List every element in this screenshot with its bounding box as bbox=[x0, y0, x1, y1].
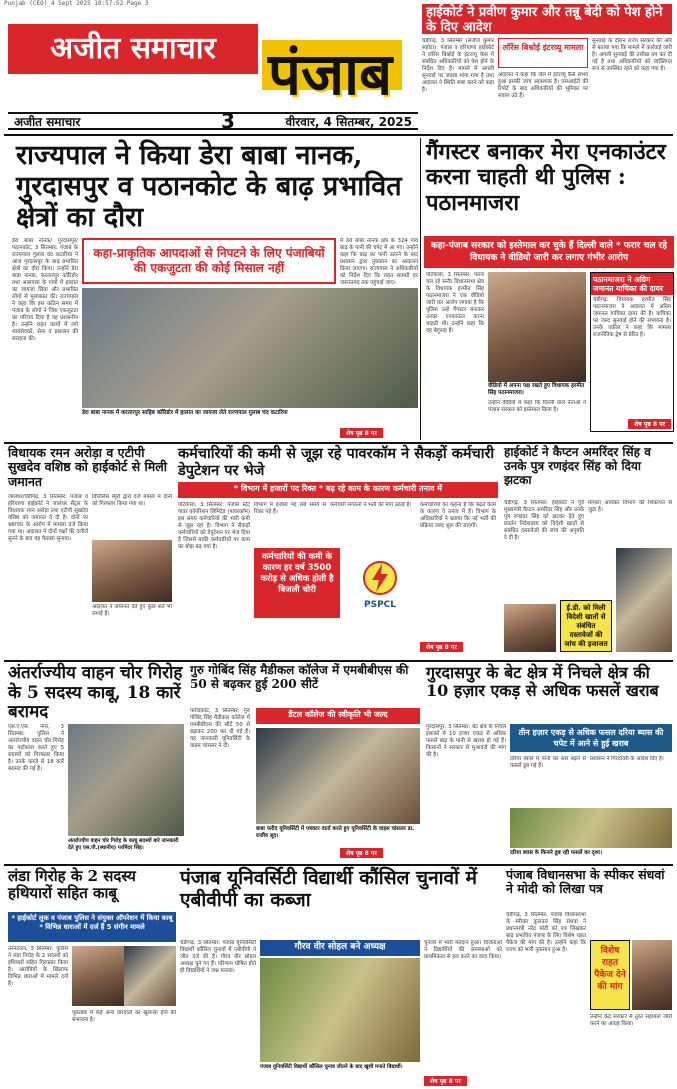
landa-headline: लंडा गिरोह के 2 सदस्य हथियारों सहित काबू bbox=[8, 867, 136, 903]
gangster-col-2: उन्होंने वीडियो में कहा कि दिल्ली वाले नेताओं ने पंजाब सरकार को इस्तेमाल किया है। bbox=[488, 400, 586, 413]
masthead-bar bbox=[8, 109, 418, 133]
flood-caption: दरिया ब्यास के किनारे डूब रही फसलें का दृश्य। bbox=[510, 850, 602, 856]
pu-col-3: चुनावों में भारी मतदान हुआ। विजेताओं ने विद्यार्थियों की समस्याओं को प्राथमिकता से हल करने का वादा किया। bbox=[424, 940, 502, 960]
pu-headline: पंजाब यूनिवर्सिटी विद्यार्थी कौंसिल चुनावों में एबीवीपी का कब्जा bbox=[180, 867, 478, 911]
masthead-brand bbox=[8, 24, 258, 74]
vehicle-caption: अंतर्राज्यीय वाहन चोर गिरोह के काबू सदस्यों बारे जानकारी देते हुए एस.पी.(स्थानीय) परमिंदर सिंह। bbox=[68, 838, 179, 851]
print-info-line: Punjab (CEO) 4 Sept 2025 10:57:52 Page 3 bbox=[4, 0, 149, 7]
pu-col-1: चंडीगढ़, 3 सितम्बर: पंजाब यूनिवर्सिटी विद्यार्थी कौंसिल चुनावों में एबीवीपी ने जीत दर्ज की है। गौरव वीर सोहल अध्यक्ष चुने गए हैं। परिणाम घोषित होते ही विद्यार्थियों ने जश्न मनाया। bbox=[180, 940, 256, 974]
bail-col-2: विजिलेंस ब्यूरो द्वारा दर्ज मामले में दोनों को गिरफ्तार किया गया था। bbox=[92, 494, 172, 507]
speaker-col-1: चंडीगढ़, 3 सितम्बर: पंजाब विधानसभा के स्पीकर कुलतार सिंह संधवां ने प्रधानमंत्री नरेंद्र मोदी को पत्र लिखकर बाढ़ प्रभावित पंजाब के लिए विशेष राहत पैकेज की मांग की है। उन्होंने कहा कि राज्य को भारी नुकसान हुआ है। bbox=[506, 912, 586, 953]
captain-col-2: मामला आयकर विभाग की शिकायत से जुड़ा है। bbox=[588, 500, 672, 513]
powercom-more[interactable]: शेष पृष्ठ 8 पर bbox=[420, 642, 463, 652]
vehicle-headline: अंतर्राज्यीय वाहन चोर गिरोह के 5 सदस्य काबू, 18 कारें बरामद bbox=[8, 663, 183, 723]
main-col-1: डेरा बाबा नानक/ गुरदासपुर/ पठानकोट, 3 सितम्बर: पंजाब के राज्यपाल गुलाब चंद कटारिया ने आज गुरदासपुर के बाढ़ प्रभावित क्षेत्रों का दौरा किया। उन्होंने डेरा बाबा नानक, करतारपुर कॉरिडोर तथा आसपास के गांवों में हालात का जायजा लिया और प्रभावित लोगों से मुलाकात की। राज्यपाल ने कहा कि इस कठिन समय में पंजाब के लोगों ने जिस एकजुटता का परिचय दिया है वह प्रशंसनीय है। उन्होंने राहत कार्यों में लगे स्वयंसेवकों, सेना व प्रशासन की सराहना की। bbox=[12, 238, 78, 342]
speaker-box: विशेष राहत पैकेज देने की मांग bbox=[590, 940, 630, 1010]
mbbs-headline: गुरु गोबिंद सिंह मैडीकल कॉलेज में एमबीबीएस की 50 से बढ़कर हुई 200 सीटें bbox=[190, 663, 409, 691]
powercom-col-4: कर्मचारियों का कहना है कि बढ़ते काम के कारण वे तनाव में हैं। विभाग के अधिकारियों ने बताया कि नई भर्ती की प्रक्रिया जल्द शुरू की जाएगी। bbox=[420, 502, 496, 529]
gangster-caption: वीडियो में अपना पक्ष रखते हुए विधायक हरमीत सिंह पठानमाजरा। bbox=[488, 383, 585, 396]
flood-col-3: प्रशासन ने गिरदावरी के आदेश दिए हैं। bbox=[590, 756, 664, 762]
main-subhead: कहा-प्राकृतिक आपदाओं से निपटने के लिए पंजाबियों की एकजुटता की कोई मिसाल नहीं bbox=[82, 238, 336, 284]
masthead-brand-text: अजीत समाचार bbox=[50, 31, 216, 66]
powercom-box: कर्मचारियों की कमी के कारण हर वर्ष 3500 करोड़ से अधिक होती है बिजली चोरी bbox=[254, 548, 340, 618]
main-caption: डेरा बाबा नानक में करतारपुर साहिब कॉरिडोर में हालात का जायजा लेते राज्यपाल गुलाब चंद कटारिया bbox=[82, 410, 288, 416]
pu-banner: गौरव वीर सोहल बने अध्यक्ष bbox=[260, 940, 420, 956]
mbbs-more[interactable]: शेष पृष्ठ 8 पर bbox=[340, 848, 383, 858]
page-number: 3 bbox=[221, 109, 235, 133]
landa-col-1: तरनतारन, 3 सितम्बर: पुलिस ने लंडा गिरोह के 2 सदस्यों को हथियारों सहित गिरफ्तार किया है। आरोपियों के खिलाफ विभिन्न धाराओं में मामले दर्ज हैं। bbox=[8, 946, 68, 987]
pu-caption: पंजाब यूनिवर्सिटी विद्यार्थी कौंसिल चुनाव जीतने के बाद खुशी मनाते विद्यार्थी। bbox=[260, 1064, 403, 1070]
landa-col-2: पूछताछ में कई अन्य वारदातों का खुलासा होने की संभावना है। bbox=[72, 1010, 176, 1023]
top-right-text-1: चंडीगढ़, 3 सितम्बर (संजीव कुमार सहोटा): पंजाब व हरियाणा हाईकोर्ट ने लॉरेंस बिश्नोई के इंटरव्यू केस में संबंधित अधिकारियों को पेश होने के निर्देश दिए हैं। मामले में अगली सुनवाई पर जवाब मांगा गया है तथा अदालत ने स्थिति स्पष्ट करने को कहा है। bbox=[422, 38, 494, 93]
masthead-title: पंजाब bbox=[268, 40, 393, 108]
vehicle-col-1: एस.ए.एस. नगर, 3 सितम्बर: पुलिस ने अंतर्राज्यीय वाहन चोर गिरोह का पर्दाफाश करते हुए 5 सदस्यों को गिरफ्तार किया है। उनके कब्जे से 18 कारें बरामद की गई हैं। bbox=[8, 724, 64, 772]
bail-photo bbox=[92, 540, 172, 602]
bail-headline: विधायक रमन अरोड़ा व एटीपी सुखदेव वशिष्ठ को हाईकोर्ट से मिली जमानत bbox=[8, 445, 167, 489]
captain-photo bbox=[616, 548, 672, 652]
captain-col-1: चंडीगढ़, 3 सितम्बर: हाईकोर्ट ने पूर्व मुख्यमंत्री कैप्टन अमरिंदर सिंह और उनके पुत्र रणइंदर सिंह को झटका देते हुए प्रवर्तन निदेशालय को विदेशी खातों से संबंधित दस्तावेजों की जांच की अनुमति दे दी है। bbox=[504, 500, 584, 541]
main-col-3: में डेरा बाबा नानक क्षेत्र के 324 गांव बाढ़ के पानी की चपेट में आ गए। उन्होंने कहा कि बाढ़ का पानी उतरने के बाद प्रशासन द्वारा नुकसान का आकलन किया जाएगा। राज्यपाल ने अधिकारियों को निर्देश दिए कि राहत सामग्री हर जरूरतमंद तक पहुंचाई जाए। bbox=[340, 238, 418, 286]
mbbs-banner: डैंटल कॉलेज की स्वीकृति भी जल्द bbox=[256, 708, 420, 724]
gangster-side-headline: पठानमाजरा ने अग्रिम जमानत याचिका की दायर bbox=[591, 273, 673, 295]
gangster-photo bbox=[488, 272, 586, 382]
main-photo bbox=[82, 288, 418, 408]
top-right-text-3: सुनवाई के दौरान राज्य सरकार की ओर से बताया गया कि मामले में कार्रवाई जारी है। अगली सुनवाई की तारीख तय कर दी गई है तथा अधिकारियों को व्यक्तिगत रूप से उपस्थित रहने को कहा गया है। bbox=[592, 38, 672, 72]
case-logo: लॉरेंस बिश्नोई इंटरव्यू मामला bbox=[498, 38, 588, 68]
main-headline: राज्यपाल ने किया डेरा बाबा नानक, गुरदासपुर व पठानकोट के बाढ़ प्रभावित क्षेत्रों का दौरा bbox=[16, 140, 402, 234]
flood-photo bbox=[510, 808, 672, 848]
issue-date: वीरवार, 4 सितम्बर, 2025 bbox=[285, 114, 412, 129]
pu-more[interactable]: शेष पृष्ठ 8 पर bbox=[424, 1076, 467, 1086]
flood-col-2: दरिया ब्यास में पानी का स्तर बढ़ने से फसलें डूब गई हैं। bbox=[510, 756, 586, 769]
gangster-headline: गैंगस्टर बनाकर मेरा एनकाउंटर करना चाहती थी पुलिस : पठानमाजरा bbox=[426, 139, 666, 216]
gangster-side-text: चंडीगढ़: विधायक हरमीत सिंह पठानमाजरा ने अदालत में अग्रिम जमानत याचिका दायर की है। याचिका पर जल्द सुनवाई होने की संभावना है। उनके वकील ने कहा कि मामला राजनीतिक द्वेष से प्रेरित है। bbox=[593, 297, 671, 338]
landa-banner: * हाईकोर्ट लुक व पंजाब पुलिस ने संयुक्त ऑपरेशन में किया काबू * विभिन्न धाराओं में दर्ज हैं 5 संगीन मामले bbox=[8, 912, 176, 942]
pspcl-logo-text: PSPCL bbox=[363, 600, 396, 610]
captain-headline: हाईकोर्ट ने कैप्टन अमरिंदर सिंह व उनके पुत्र रणइंदर सिंह को दिया झटका bbox=[504, 445, 651, 487]
bail-col-3: अदालत ने जमानत देते हुए कुछ शर्तें भी लगाई हैं। bbox=[92, 604, 172, 617]
powercom-headline: कर्मचारियों की कमी से जूझ रहे पावरकॉम ने सैकड़ों कर्मचारी डेपुटेशन पर भेजे bbox=[178, 445, 495, 479]
speaker-headline: पंजाब विधानसभा के स्पीकर संधवां ने मोदी को लिखा पत्र bbox=[506, 867, 665, 897]
landa-photo-1 bbox=[72, 946, 124, 1006]
bail-col-1: जालंधर/चंडीगढ़, 3 सितम्बर: पंजाब व हरियाणा हाईकोर्ट ने जालंधर सैंट्रल के विधायक रमन अरोड़ा तथा एटीपी सुखदेव वशिष्ठ को जमानत दे दी है। दोनों पर भ्रष्टाचार के आरोप में मामला दर्ज किया गया था। अदालत ने दोनों पक्षों की दलीलें सुनने के बाद यह फैसला सुनाया। bbox=[8, 494, 88, 542]
gangster-side-box bbox=[590, 272, 674, 432]
mbbs-caption: बाबा फरीद यूनिवर्सिटी में पत्रकार वार्ता करते हुए यूनिवर्सिटी के वाइस चांसलर डा. राजीव सूद। bbox=[256, 826, 415, 839]
main-more[interactable]: शेष पृष्ठ 8 पर bbox=[340, 428, 383, 438]
top-right-headline: हाईकोर्ट ने प्रवीण कुमार और तन्नू बेदी को पेश होने के दिए आदेश bbox=[422, 4, 672, 34]
powercom-col-1: पटियाला, 3 सितम्बर: पंजाब स्टेट पावर कॉर्पोरेशन लिमिटेड (पावरकॉम) इस समय कर्मचारियों की भारी कमी से जूझ रहा है। विभाग ने सैकड़ों कर्मचारियों को डेपुटेशन पर भेज दिया है जिससे बाकी कर्मचारियों पर काम का बोझ बढ़ गया है। bbox=[178, 502, 250, 550]
gangster-col-1: पटियाला, 3 सितम्बर: फरार चल रहे सनौर विधानसभा क्षेत्र के विधायक हरमीत सिंह पठानमाजरा ने एक वीडियो जारी कर आरोप लगाया है कि पुलिस उन्हें गैंगस्टर बनाकर उनका एनकाउंटर करना चाहती थी। उन्होंने कहा कि वह बेगुनाह हैं। bbox=[426, 272, 484, 334]
mbbs-photo bbox=[256, 728, 420, 824]
gangster-subhead: कहा-पंजाब सरकार को इस्तेमाल कर चुके हैं दिल्ली वाले * फरार चल रहे विधायक ने वीडियो जारी कर लगाए गंभीर आरोप bbox=[424, 236, 674, 268]
powercom-subhead: * विभाग में हजारों पद रिक्त * बढ़ रहे काम के कारण कर्मचारी तनाव में bbox=[178, 482, 498, 498]
pspcl-logo bbox=[344, 560, 416, 618]
vehicle-photo bbox=[68, 724, 184, 836]
speaker-col-2: उन्होंने केंद्र सरकार से तुरंत सहायता जारी करने का आग्रह किया। bbox=[590, 1014, 672, 1027]
powercom-col-2: विभाग में हजारों पद लंबे समय से रिक्त पड़े हैं। bbox=[254, 502, 326, 515]
masthead-brand-small: अजीत समाचार bbox=[14, 114, 81, 129]
speaker-photo bbox=[632, 940, 672, 1010]
mbbs-col-1: फरीदकोट, 3 सितम्बर: गुरु गोबिंद सिंह मैडीकल कॉलेज में एमबीबीएस की सीटें 50 से बढ़ाकर 200 कर दी गई हैं। यह जानकारी यूनिवर्सिटी के वाइस चांसलर ने दी। bbox=[190, 708, 250, 749]
flood-headline: गुरदासपुर के बेट क्षेत्र में निचले क्षेत्र की 10 हज़ार एकड़ से अधिक फसलें खराब bbox=[426, 663, 659, 701]
flood-col-1: गुरदासपुर, 3 सितम्बर: बेट क्षेत्र के निचले इलाकों में 10 हजार एकड़ से अधिक फसलें बाढ़ के पानी से खराब हो गई हैं। किसानों ने सरकार से मुआवजे की मांग की है। bbox=[426, 724, 506, 758]
powercom-col-3: कर्मचारी संगठनों ने भर्ती की मांग उठाई है। bbox=[330, 502, 412, 508]
captain-box: ई.डी. को मिली विदेशी खातों से संबंधित दस्तावेजों की जांच की इजाजत bbox=[560, 600, 612, 652]
gangster-more[interactable]: शेष पृष्ठ 8 पर bbox=[628, 419, 671, 429]
pu-photo bbox=[260, 958, 420, 1062]
landa-photo-2 bbox=[124, 946, 176, 1006]
top-right-text-2: अदालत ने कहा कि जेल में इंटरव्यू कैसे संभव हुआ इसकी जांच आवश्यक है। एसआईटी की रिपोर्ट के बाद अधिकारियों की भूमिका पर सवाल उठे हैं। bbox=[498, 72, 588, 99]
lightning-icon bbox=[360, 560, 400, 596]
flood-banner: तीन हज़ार एकड़ से अधिक फसल दरिया ब्यास की चपेट में आने से हुई खराब bbox=[510, 724, 672, 752]
ranindersingh-photo bbox=[504, 604, 556, 652]
